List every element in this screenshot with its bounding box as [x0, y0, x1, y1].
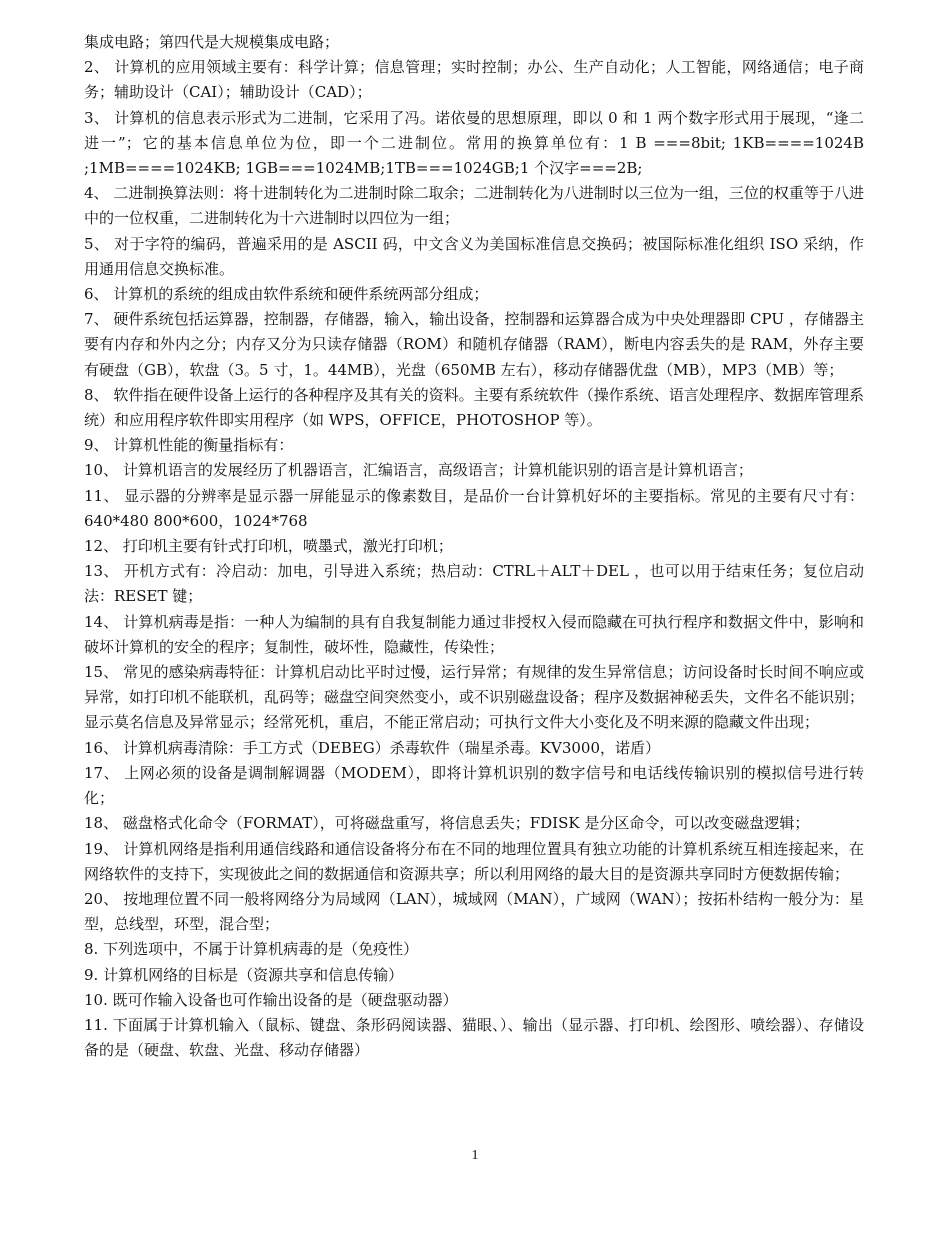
- paragraph-1: 2、 计算机的应用领域主要有：科学计算；信息管理；实时控制；办公、生产自动化；人工智能，网络通信；电子商务；辅助设计（CAI）；辅助设计（CAD）；: [84, 58, 864, 102]
- paragraph-9: 10、 计算机语言的发展经历了机器语言，汇编语言，高级语言；计算机能识别的语言是计算机语言；: [84, 461, 753, 480]
- paragraph-18: 19、 计算机网络是指利用通信线路和通信设备将分布在不同的地理位置具有独立功能的计算机系统互相连接起来，在网络软件的支持下，实现彼此之间的数据通信和资源共享；所以利用网络的最大目的是资源共享同时方便数据传输；: [84, 839, 864, 883]
- paragraph-17: 18、 磁盘格式化命令（FORMAT），可将磁盘重写，将信息丢失；FDISK 是分区命令，可以改变磁盘逻辑；: [84, 814, 810, 833]
- paragraph-21: 9. 计算机网络的目标是（资源共享和信息传输）: [84, 965, 404, 984]
- paragraph-7: 8、 软件指在硬件设备上运行的各种程序及其有关的资料。主要有系统软件（操作系统、语言处理程序、数据库管理系统）和应用程序软件即实用程序（如 WPS，OFFICE，PHOTOSHOP 等）。: [84, 385, 864, 430]
- paragraph-14: 15、 常见的感染病毒特征：计算机启动比平时过慢，运行异常；有规律的发生异常信息；访问设备时长时间不响应或异常，如打印机不能联机，乱码等；磁盘空间突然变小，或不识别磁盘设备；程序及数据神秘丢失，文件名不能识别；显示莫名信息及异常显示；经常死机，重启，不能正常启动；可执行文件大小变化及不明来源的隐藏文件出现；: [84, 663, 865, 732]
- paragraph-4: 5、 对于字符的编码，普遍采用的是 ASCII 码，中文含义为美国标准信息交换码；被国际标准化组织 ISO 采纳，作用通用信息交换标准。: [84, 234, 864, 278]
- paragraph-6: 7、 硬件系统包括运算器，控制器，存储器，输入，输出设备，控制器和运算器合成为中央处理器即 CPU ，存储器主要有内存和外内之分；内存又分为只读存储器（ROM）和随机存储器（RAM），断电内容丢失的是 RAM，外存主要有硬盘（GB），软盘（3。5 寸，1。44MB），光盘（650MB 左右），移动存储器优盘（MB），MP3（MB）等；: [84, 310, 864, 379]
- paragraph-20: 8. 下列选项中，不属于计算机病毒的是（免疫性）: [84, 940, 419, 959]
- paragraph-15: 16、 计算机病毒清除：手工方式（DEBEG）杀毒软件（瑞星杀毒。KV3000，诺盾）: [84, 738, 661, 757]
- paragraph-5: 6、 计算机的系统的组成由软件系统和硬件系统两部分组成；: [84, 285, 489, 304]
- paragraph-8: 9、 计算机性能的衡量指标有：: [84, 436, 294, 455]
- paragraph-16: 17、 上网必须的设备是调制解调器（MODEM），即将计算机识别的数字信号和电话线传输识别的模拟信号进行转化；: [84, 763, 864, 808]
- paragraph-2: 3、 计算机的信息表示形式为二进制，它采用了冯。诺依曼的思想原理，即以 0 和 1 两个数字形式用于展现，“逢二进一”；它的基本信息单位为位，即一个二进制位。常用的换算单位有：1 B ===8bit; 1KB====1024B ;1MB====1024KB; 1GB===1024MB;1TB===1024GB;1 个汉字===2B;: [84, 108, 864, 178]
- paragraph-22: 10. 既可作输入设备也可作输出设备的是（硬盘驱动器）: [84, 990, 458, 1009]
- paragraph-12: 13、 开机方式有：冷启动：加电，引导进入系统；热启动：CTRL＋ALT＋DEL ，也可以用于结束任务；复位启动法：RESET 键；: [84, 562, 864, 606]
- paragraph-0: 集成电路；第四代是大规模集成电路；: [84, 33, 340, 51]
- paragraph-13: 14、 计算机病毒是指：一种人为编制的具有自我复制能力通过非授权入侵而隐藏在可执行程序和数据文件中，影响和破坏计算机的安全的程序；复制性，破坏性，隐藏性，传染性；: [84, 612, 864, 656]
- paragraph-23: 11. 下面属于计算机输入（鼠标、键盘、条形码阅读器、猫眼、）、输出（显示器、打印机、绘图形、喷绘器）、存储设备的是（硬盘、软盘、光盘、移动存储器）: [84, 1015, 864, 1060]
- page-number: 1: [471, 1148, 479, 1163]
- paragraph-19: 20、 按地理位置不同一般将网络分为局域网（LAN），城域网（MAN），广域网（WAN）；按拓朴结构一般分为：星型，总线型，环型，混合型；: [84, 889, 864, 934]
- paragraph-11: 12、 打印机主要有针式打印机，喷墨式，激光打印机；: [84, 537, 453, 556]
- paragraph-3: 4、 二进制换算法则：将十进制转化为二进制时除二取余；二进制转化为八进制时以三位为一组，三位的权重等于八进中的一位权重，二进制转化为十六进制时以四位为一组；: [84, 184, 864, 228]
- paragraph-10: 11、 显示器的分辨率是显示器一屏能显示的像素数目，是品价一台计算机好坏的主要指标。常见的主要有尺寸有：640*480 800*600，1024*768: [84, 486, 864, 530]
- document-body: [84, 30, 864, 1063]
